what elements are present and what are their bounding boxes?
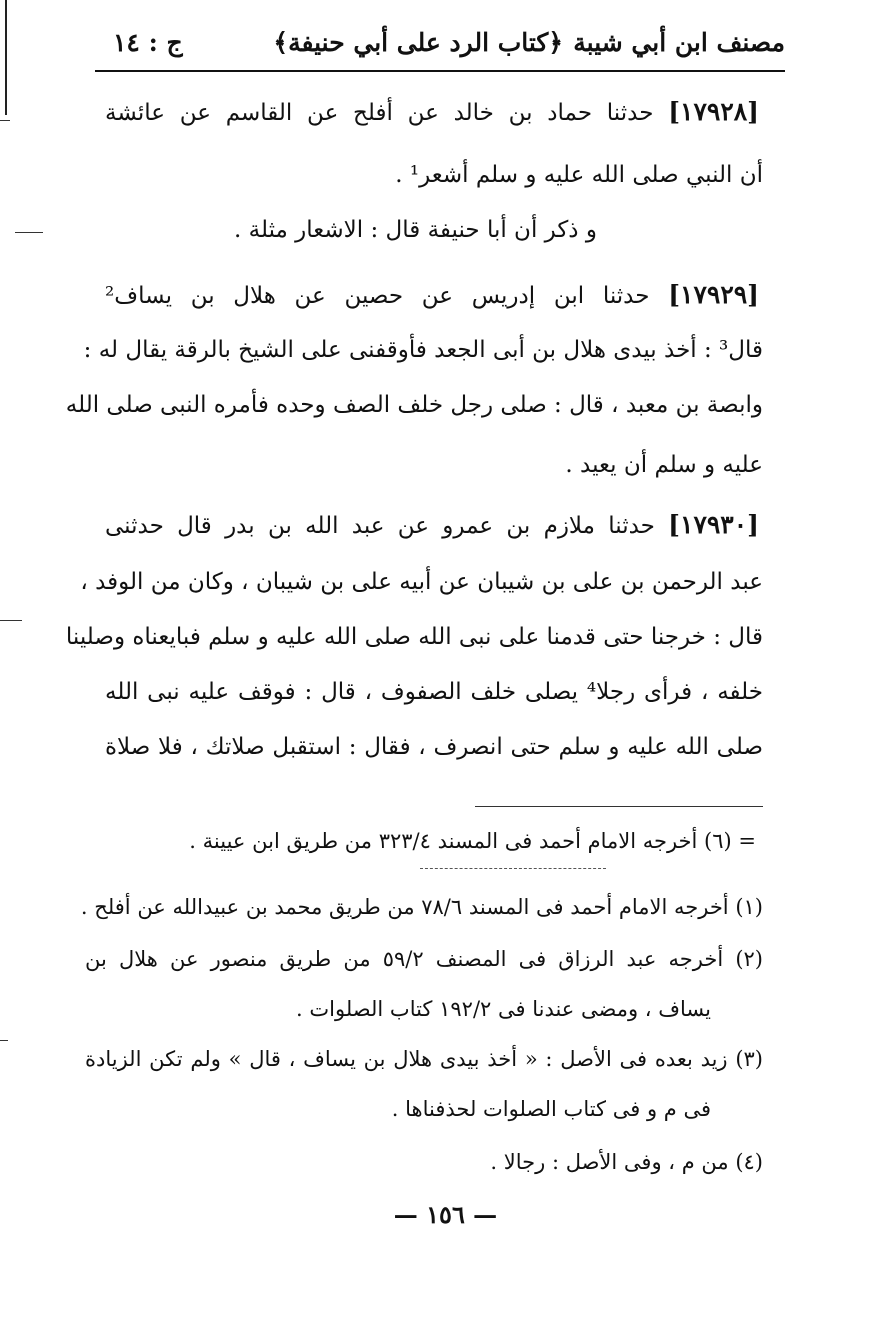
hadith-line <box>105 505 759 546</box>
footnote: يساف ، ومضى عندنا فى ١٩٢/٢ كتاب الصلوات . <box>296 997 711 1021</box>
footnote: (١) أخرجه الامام أحمد فى المسند ٧٨/٦ من طريق محمد بن عبيدالله عن أفلح . <box>80 895 763 919</box>
scan-mark <box>0 620 22 621</box>
hadith-number: [١٧٩٢٩] <box>668 280 760 309</box>
footnote-continuation: = (٦) أخرجه الامام أحمد فى المسند ٣٢٣/٤ من طريق ابن عيينة . <box>189 829 756 853</box>
hadith-line: أن النبي صلى الله عليه و سلم أشعر¹ . <box>395 162 763 188</box>
scan-mark <box>15 232 43 233</box>
header-rule <box>95 70 785 72</box>
hadith-number: [١٧٩٢٨] <box>668 97 760 126</box>
hadith-line: قال : خرجنا حتى قدمنا على نبى الله صلى الله عليه و سلم فبايعناه وصلينا <box>65 624 763 650</box>
footnote-separator <box>475 806 763 807</box>
hadith-number: [١٧٩٣٠] <box>668 510 759 539</box>
footnote: (٣) زيد بعده فى الأصل : « أخذ بيدى هلال بن يساف ، قال » ولم تكن الزيادة <box>85 1047 763 1071</box>
chapter-title: ﴿كتاب الرد على أبي حنيفة﴾ <box>273 28 563 57</box>
footnote: (٢) أخرجه عبد الرزاق فى المصنف ٥٩/٢ من طريق منصور عن هلال بن <box>85 947 763 971</box>
hadith-line: و ذكر أن أبا حنيفة قال : الاشعار مثلة . <box>234 217 597 243</box>
book-title: مصنف ابن أبي شيبة <box>573 28 785 57</box>
hadith-text: حدثنا ابن إدريس عن حصين عن هلال بن يساف² <box>105 283 650 309</box>
running-header <box>95 22 785 72</box>
hadith-line: عبد الرحمن بن على بن شيبان عن أبيه على بن شيبان ، وكان من الوفد ، <box>80 569 763 595</box>
scan-mark <box>0 1040 8 1041</box>
hadith-text: حدثنا ملازم بن عمرو عن عبد الله بن بدر قال حدثنى <box>105 513 655 539</box>
hadith-line <box>105 92 759 133</box>
page-number: — ١٥٦ — <box>393 1200 498 1229</box>
footnote: فى م و فى كتاب الصلوات لحذفناها . <box>391 1097 711 1121</box>
hadith-line: قال³ : أخذ بيدى هلال بن أبى الجعد فأوقفنى على الشيخ بالرقة يقال له : <box>83 337 763 363</box>
footnote: (٤) من م ، وفى الأصل : رجالا . <box>490 1150 763 1174</box>
hadith-line <box>105 275 759 316</box>
hadith-line: خلفه ، فرأى رجلا⁴ يصلى خلف الصفوف ، قال : فوقف عليه نبى الله <box>105 679 764 705</box>
volume-number: ج : ١٤ <box>113 28 183 57</box>
hadith-line: صلى الله عليه و سلم حتى انصرف ، فقال : استقبل صلاتك ، فلا صلاة <box>105 734 763 760</box>
hadith-line: عليه و سلم أن يعيد . <box>565 452 763 478</box>
scan-mark <box>0 120 10 121</box>
hadith-text: حدثنا حماد بن خالد عن أفلح عن القاسم عن عائشة <box>105 100 654 126</box>
scan-edge-line <box>5 0 7 115</box>
hadith-line: وابصة بن معبد ، قال : صلى رجل خلف الصف وحده فأمره النبى صلى الله <box>65 392 763 418</box>
footnote-divider <box>420 868 606 869</box>
